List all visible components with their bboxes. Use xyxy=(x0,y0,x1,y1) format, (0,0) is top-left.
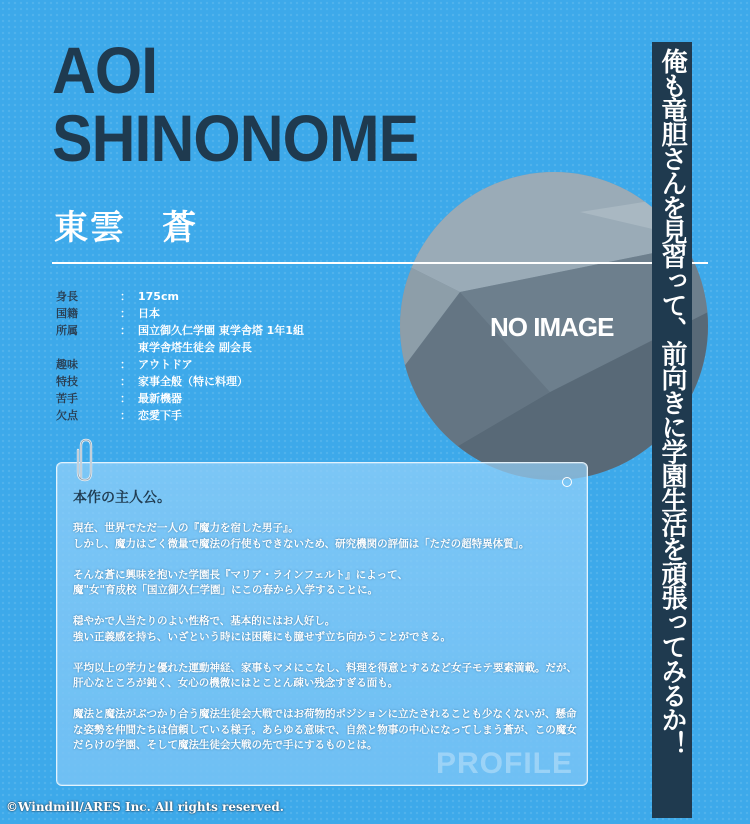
profile-body xyxy=(73,521,578,769)
profile-paragraph: 現在、世界でただ一人の『魔力を宿した男子』。 しかし、魔力はごく微量で魔法の行使もできないため、研究機関の評価は「ただの超特異体質」。 xyxy=(73,522,530,550)
profile-paragraph: 穏やかで人当たりのよい性格で、基本的にはお人好し。 強い正義感を持ち、いざという時には困難にも臆せず立ち向かうことができる。 xyxy=(73,615,451,643)
profile-paragraph: 魔法と魔法がぶつかり合う魔法生徒会大戦ではお荷物的ポジションに立たされることも少なくないが、懸命な姿勢を仲間たちは信頼している様子。あらゆる意味で、自然と物事の中心になってしまう蒼が、この魔女だらけの学園、そして魔法生徒会大戦の先で手にするものとは。 xyxy=(73,708,577,751)
stat-colon: ： xyxy=(120,324,131,337)
name-en-line1: AOI xyxy=(52,33,158,107)
name-en-line2: SHINONOME xyxy=(52,101,419,175)
copyright-notice: ©Windmill/ARES Inc. All rights reserved. xyxy=(6,800,284,814)
stat-row-height xyxy=(56,288,304,305)
profile-title: 本作の主人公。 xyxy=(73,490,171,506)
stat-row-skill xyxy=(56,373,304,390)
stat-label: 国籍 xyxy=(56,307,78,320)
stat-label: 趣味 xyxy=(56,358,78,371)
stat-value: 恋愛下手 xyxy=(138,409,182,422)
stat-colon: ： xyxy=(120,290,131,303)
stat-label: 身長 xyxy=(56,290,78,303)
stat-value: 175cm xyxy=(138,290,179,303)
stat-value: 家事全般（特に料理） xyxy=(138,375,248,388)
stat-colon: ： xyxy=(120,307,131,320)
tagline-banner xyxy=(652,42,692,818)
stat-colon: ： xyxy=(120,409,131,422)
stat-colon: ： xyxy=(120,358,131,371)
stat-row-weakness xyxy=(56,390,304,407)
profile-paragraph: 平均以上の学力と優れた運動神経、家事もマメにこなし、料理を得意とするなど女子モテ要素満載。だが、肝心なところが鈍く、女心の機微にはとことん疎い残念すぎる面も。 xyxy=(73,661,577,689)
stat-value: 日本 xyxy=(138,307,160,320)
character-name-english xyxy=(52,33,419,175)
stat-label: 特技 xyxy=(56,375,78,388)
stat-label: 苦手 xyxy=(56,392,78,405)
no-image-label: NO IMAGE xyxy=(490,312,614,342)
stat-value: アウトドア xyxy=(138,358,193,371)
stat-colon: ： xyxy=(120,392,131,405)
stat-colon: ： xyxy=(120,375,131,388)
character-stats xyxy=(56,288,304,424)
stat-row-hobby xyxy=(56,356,304,373)
profile-paragraph: そんな蒼に興味を抱いた学園長『マリア・ラインフェルト』によって、 魔"女"育成校「国立御久仁学園」にこの春から入学することに。 xyxy=(73,568,408,596)
stat-label: 欠点 xyxy=(56,409,78,422)
tagline-text: 俺も竜胆さんを見習って、前向きに学園生活を頑張ってみるか！ xyxy=(657,48,687,756)
paperclip-icon xyxy=(72,436,98,484)
stat-row-flaw xyxy=(56,407,304,424)
stat-label: 所属 xyxy=(56,324,78,337)
stat-value: 国立御久仁学園 東学舎塔 1年1組 xyxy=(138,324,304,337)
stat-value: 東学舎塔生徒会 副会長 xyxy=(138,341,252,354)
stat-value: 最新機器 xyxy=(138,392,182,405)
profile-card xyxy=(56,462,588,786)
character-name-japanese: 東雲 蒼 xyxy=(54,208,198,248)
stat-row-affiliation xyxy=(56,322,304,356)
card-hole-icon xyxy=(562,477,572,487)
profile-watermark: PROFILE xyxy=(435,747,573,780)
divider-line xyxy=(52,262,708,264)
stat-row-nationality xyxy=(56,305,304,322)
